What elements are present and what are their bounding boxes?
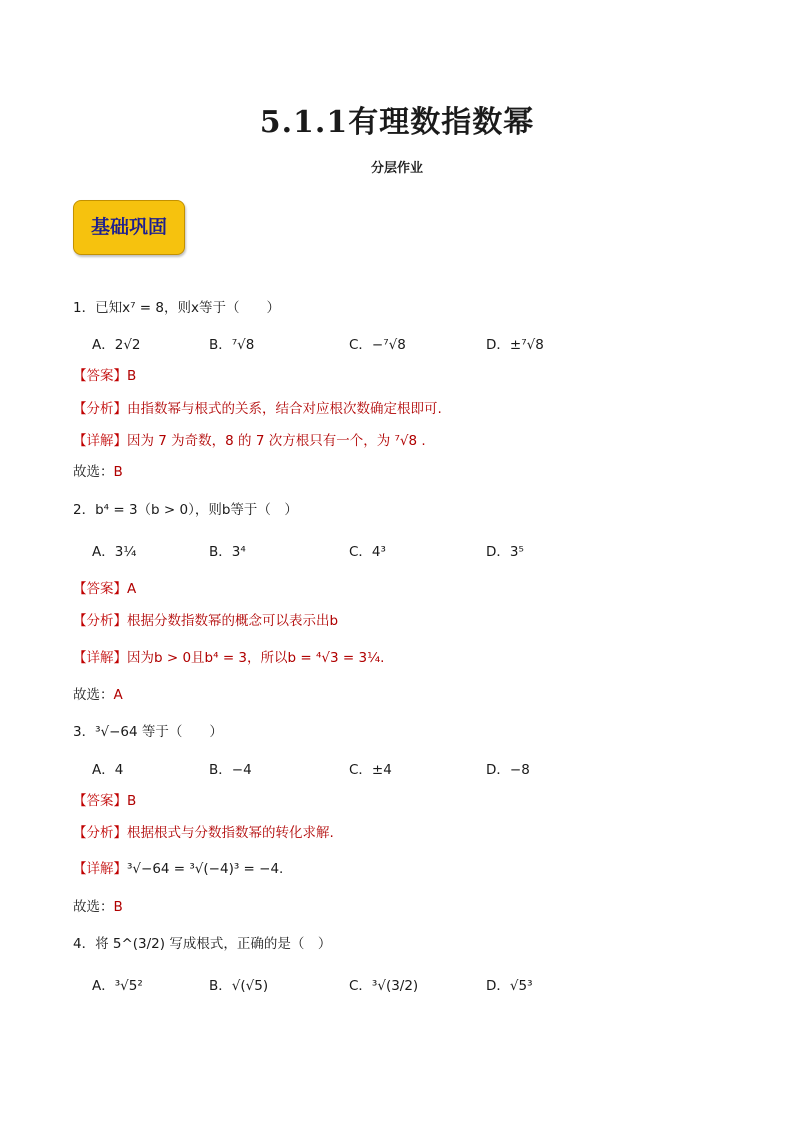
question-4-option-d: D．√5³ [486, 978, 533, 994]
question-2-option-a: A．3¼ [92, 544, 137, 560]
question-2-detail-line [73, 646, 384, 666]
question-1-detail: 因为 7 为奇数，8 的 7 次方根只有一个，为 ⁷√8 . [127, 433, 426, 449]
choose-label: 故选： [73, 899, 114, 915]
section-badge [73, 200, 185, 255]
question-3-answer-line [73, 789, 136, 809]
question-3-analysis-line [73, 821, 334, 841]
question-3-analysis: 根据根式与分数指数幂的转化求解. [127, 825, 334, 841]
analysis-label: 【分析】 [73, 401, 127, 417]
question-3-answer: B [127, 793, 137, 809]
question-3-choose-line [73, 895, 123, 915]
question-1-option-a: A．2√2 [92, 337, 141, 353]
question-3-option-c: C．±4 [349, 762, 392, 778]
answer-label: 【答案】 [73, 793, 127, 809]
section-badge-label: 基础巩固 [90, 216, 167, 238]
question-2-choose: A [113, 687, 123, 703]
analysis-label: 【分析】 [73, 825, 127, 841]
question-1-answer: B [127, 368, 137, 384]
question-2-stem: 2．b⁴ = 3（b > 0），则b等于（ ） [73, 502, 298, 518]
detail-label: 【详解】 [73, 650, 127, 666]
question-3-choose: B [113, 899, 123, 915]
choose-label: 故选： [73, 687, 114, 703]
question-3-option-a: A．4 [92, 762, 124, 778]
question-2-answer-line [73, 577, 136, 597]
question-1-analysis-line [73, 397, 442, 417]
question-2-analysis-line [73, 609, 338, 629]
question-3-detail-line [73, 857, 283, 877]
question-1-option-b: B．⁷√8 [209, 337, 255, 353]
question-2-choose-line [73, 683, 123, 703]
question-4-option-c: C．³√(3/2) [349, 978, 419, 994]
question-1-stem: 1．已知x⁷ = 8，则x等于（ ） [73, 300, 280, 316]
question-3-stem: 3．³√−64 等于（ ） [73, 724, 223, 740]
question-4-option-b: B．√(√5) [209, 978, 269, 994]
question-1-option-c: C．−⁷√8 [349, 337, 406, 353]
page-title: 5.1.1有理数指数幂 [259, 105, 535, 140]
question-2-option-b: B．3⁴ [209, 544, 246, 560]
question-2-detail: 因为b > 0且b⁴ = 3，所以b = ⁴√3 = 3¼. [127, 650, 385, 666]
detail-label: 【详解】 [73, 433, 127, 449]
question-2-option-c: C．4³ [349, 544, 386, 560]
answer-label: 【答案】 [73, 581, 127, 597]
detail-label: 【详解】 [73, 861, 127, 877]
question-4-option-a: A．³√5² [92, 978, 143, 994]
question-1-option-d: D．±⁷√8 [486, 337, 544, 353]
question-4-stem: 4．将 5^(3/2) 写成根式，正确的是（ ） [73, 936, 332, 952]
question-1-choose: B [113, 464, 123, 480]
question-2-answer: A [127, 581, 137, 597]
answer-label: 【答案】 [73, 368, 127, 384]
question-2-option-d: D．3⁵ [486, 544, 524, 560]
question-1-detail-line [73, 429, 426, 449]
choose-label: 故选： [73, 464, 114, 480]
question-1-answer-line [73, 364, 136, 384]
question-3-option-b: B．−4 [209, 762, 252, 778]
question-2-analysis: 根据分数指数幂的概念可以表示出b [127, 613, 339, 629]
question-3-option-d: D．−8 [486, 762, 530, 778]
question-3-detail: ³√−64 = ³√(−4)³ = −4. [127, 861, 284, 877]
analysis-label: 【分析】 [73, 613, 127, 629]
question-1-analysis: 由指数幂与根式的关系，结合对应根次数确定根即可. [127, 401, 442, 417]
page-subtitle: 分层作业 [370, 161, 423, 176]
question-1-choose-line [73, 460, 123, 480]
